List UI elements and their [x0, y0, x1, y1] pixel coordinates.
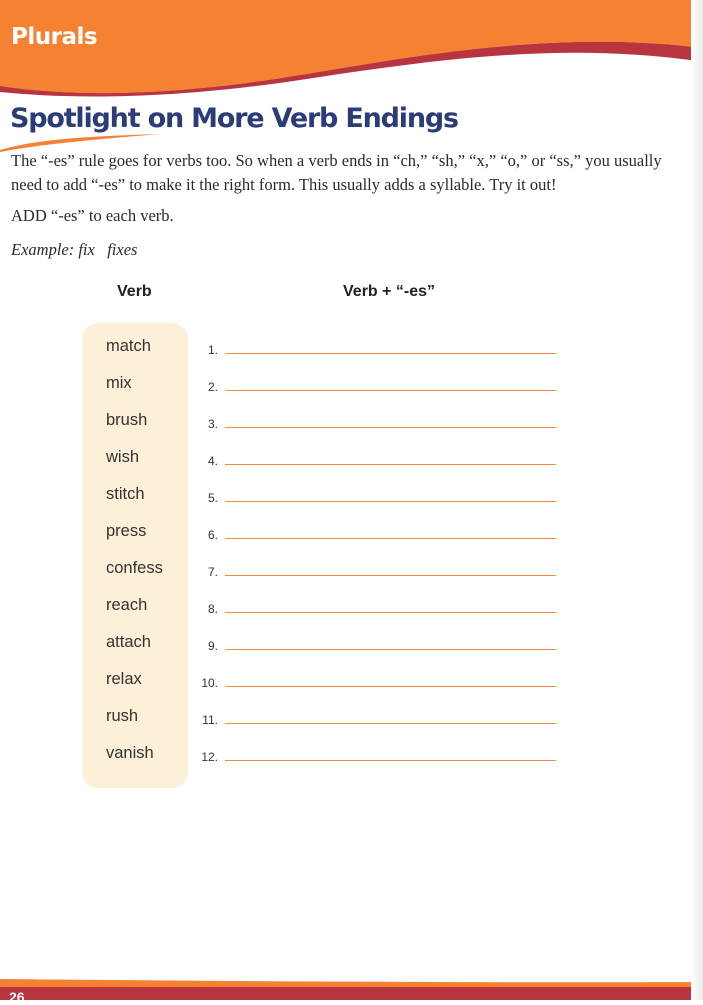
section-label: Plurals [11, 24, 98, 50]
answer-line[interactable] [225, 427, 556, 428]
answer-line[interactable] [225, 501, 556, 502]
answer-line[interactable] [225, 723, 556, 724]
verb-item: match [106, 337, 151, 355]
header-banner [0, 0, 703, 110]
answer-line[interactable] [225, 353, 556, 354]
item-number: 10. [201, 676, 218, 690]
verb-item: wish [106, 448, 140, 466]
answer-line[interactable] [225, 612, 556, 613]
column-header-answer: Verb + “-es” [343, 283, 436, 300]
item-number: 6. [207, 528, 218, 542]
verb-item: reach [106, 596, 148, 614]
verb-item: vanish [106, 744, 154, 762]
answer-line[interactable] [225, 649, 556, 650]
answer-line[interactable] [225, 464, 556, 465]
item-number: 11. [202, 713, 218, 727]
item-number: 3. [207, 417, 218, 431]
item-number: 7. [207, 565, 218, 579]
verb-item: relax [106, 670, 142, 688]
page-title: Spotlight on More Verb Endings [10, 103, 458, 134]
item-number: 2. [207, 380, 218, 394]
item-number: 1. [207, 343, 218, 357]
verb-item: confess [106, 559, 163, 577]
column-header-verb: Verb [117, 283, 152, 300]
verb-item: rush [106, 707, 139, 725]
intro-line-2: need to add “-es” to make it the right form. This usually adds a syllable. Try it out! [11, 175, 557, 194]
item-number: 8. [207, 602, 218, 616]
answer-line[interactable] [225, 686, 556, 687]
intro-line-1: The “-es” rule goes for verbs too. So when a verb ends in “ch,” “sh,” “x,” “o,” or “ss,” you usually [11, 151, 662, 170]
verb-item: attach [106, 633, 151, 651]
page-number: 26 [9, 989, 25, 1005]
answer-line[interactable] [225, 538, 556, 539]
item-number: 9. [207, 639, 218, 653]
item-number: 5. [207, 491, 218, 505]
item-number: 12. [201, 750, 218, 764]
answer-line[interactable] [225, 390, 556, 391]
item-number: 4. [207, 454, 218, 468]
example: Example: fix fixes [11, 240, 138, 259]
instruction: ADD “-es” to each verb. [11, 206, 174, 225]
verb-item: press [106, 522, 147, 540]
answer-line[interactable] [225, 575, 556, 576]
verb-item: brush [106, 411, 148, 429]
verb-item: stitch [106, 485, 145, 503]
verb-item: mix [106, 374, 132, 392]
page-edge-shadow [691, 0, 703, 1000]
footer-banner [0, 975, 703, 1000]
answer-line[interactable] [225, 760, 556, 761]
